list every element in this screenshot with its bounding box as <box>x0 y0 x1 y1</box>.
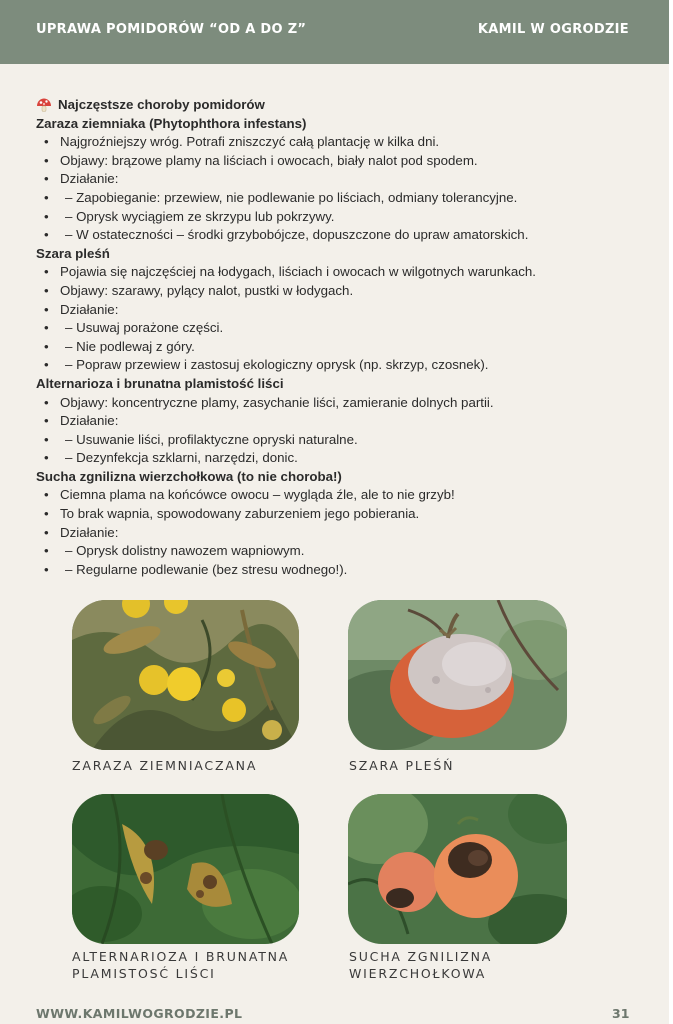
disease-block-2 <box>36 375 646 468</box>
header-title: UPRAWA POMIDORÓW “OD A DO Z” <box>36 22 307 37</box>
list-item: • – Dezynfekcja szklarni, narzędzi, donic. <box>60 449 646 468</box>
page-number: 31 <box>612 1006 630 1021</box>
list-item: • Objawy: koncentryczne plamy, zasychanie liści, zamieranie dolnych partii. <box>60 394 646 413</box>
photo-late-blight <box>72 600 299 750</box>
list-item: • To brak wapnia, spowodowany zaburzeniem jego pobierania. <box>60 505 646 524</box>
section-heading <box>36 96 646 115</box>
footer-website-link[interactable]: WWW.KAMILWOGRODZIE.PL <box>36 1006 243 1021</box>
list-item: • Najgroźniejszy wróg. Potrafi zniszczyć całą plantację w kilka dni. <box>60 133 646 152</box>
page-header <box>0 0 669 64</box>
list-item: • – Regularne podlewanie (bez stresu wodnego!). <box>60 561 646 580</box>
photo-caption-late-blight: ZARAZA ZIEMNIACZANA <box>72 758 258 773</box>
disease-block-1 <box>36 245 646 375</box>
list-item: • – Popraw przewiew i zastosuj ekologiczny oprysk (np. skrzyp, czosnek). <box>60 356 646 375</box>
article-content <box>36 96 646 579</box>
list-item: • – Zapobieganie: przewiew, nie podlewanie po liściach, odmiany tolerancyjne. <box>60 189 646 208</box>
list-item: • – Oprysk wyciągiem ze skrzypu lub pokrzywy. <box>60 208 646 227</box>
list-item: • Działanie: <box>60 412 646 431</box>
list-item: • – W ostateczności – środki grzybobójcze, dopuszczone do upraw amatorskich. <box>60 226 646 245</box>
disease-block-3 <box>36 468 646 580</box>
photo-alternaria <box>72 794 299 944</box>
list-item: • Działanie: <box>60 170 646 189</box>
list-item: • – Usuwanie liści, profilaktyczne opryski naturalne. <box>60 431 646 450</box>
list-item: • Działanie: <box>60 301 646 320</box>
list-item: • – Oprysk dolistny nawozem wapniowym. <box>60 542 646 561</box>
photo-caption-blossom-end-rot: SUCHA ZGNILIZNA WIERZCHOŁKOWA <box>349 949 493 981</box>
list-item: • Ciemna plama na końcówce owocu – wygląda źle, ale to nie grzyb! <box>60 486 646 505</box>
disease-block-0 <box>36 115 646 245</box>
disease-title: Alternarioza i brunatna plamistość liści <box>36 375 284 391</box>
list-item: • – Nie podlewaj z góry. <box>60 338 646 357</box>
list-item: • Działanie: <box>60 524 646 543</box>
disease-title: Szara pleśń <box>36 245 110 261</box>
disease-list <box>36 133 646 245</box>
list-item: • Pojawia się najczęściej na łodygach, liściach i owocach w wilgotnych warunkach. <box>60 263 646 282</box>
photo-caption-gray-mold: SZARA PLEŚŃ <box>349 758 455 773</box>
disease-list <box>36 486 646 579</box>
list-item: • Objawy: brązowe plamy na liściach i owocach, biały nalot pod spodem. <box>60 152 646 171</box>
disease-list <box>36 263 646 375</box>
photo-gray-mold <box>348 600 567 750</box>
disease-title: Sucha zgnilizna wierzchołkowa (to nie choroba!) <box>36 468 342 484</box>
list-item: • – Usuwaj porażone części. <box>60 319 646 338</box>
section-title: Najczęstsze choroby pomidorów <box>58 97 265 112</box>
disease-title: Zaraza ziemniaka (Phytophthora infestans) <box>36 115 307 131</box>
mushroom-icon <box>36 98 52 112</box>
list-item: • Objawy: szarawy, pylący nalot, pustki w łodygach. <box>60 282 646 301</box>
disease-list <box>36 394 646 468</box>
header-brand: KAMIL W OGRODZIE <box>477 22 629 37</box>
page-edge <box>669 0 673 1024</box>
photo-blossom-end-rot <box>348 794 567 944</box>
photo-caption-alternaria: ALTERNARIOZA I BRUNATNA PLAMISTOSĆ LIŚCI <box>72 949 290 981</box>
